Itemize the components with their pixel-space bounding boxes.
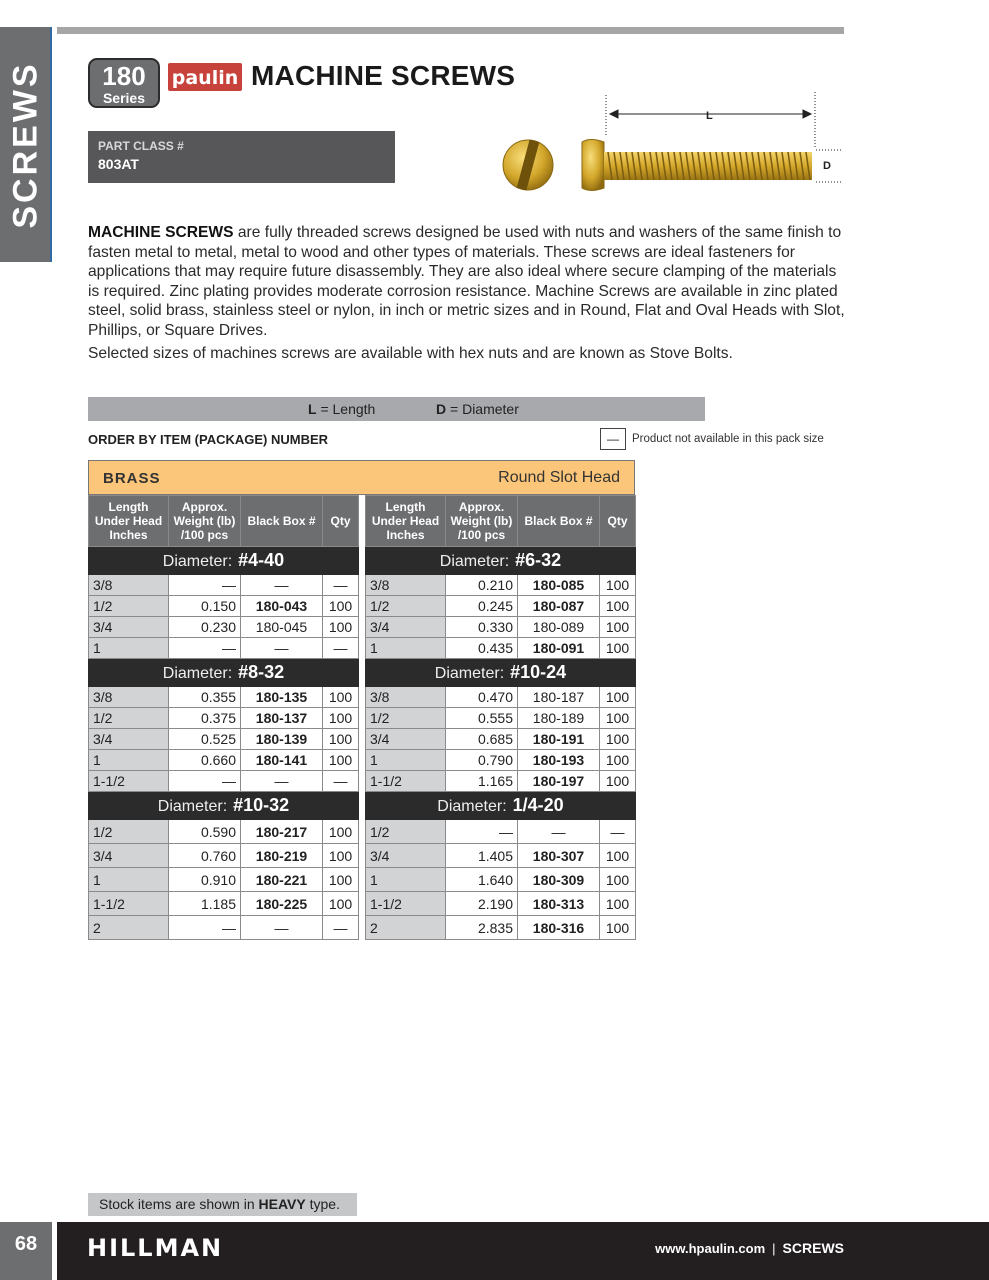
product-table-left	[88, 495, 358, 940]
legend-l-text: = Length	[316, 401, 376, 417]
length-label: L	[706, 110, 713, 122]
part-number-cell: —	[241, 916, 323, 940]
length-cell: 1-1/2	[366, 892, 446, 916]
length-cell: 1/2	[366, 596, 446, 617]
length-cell: 1-1/2	[366, 771, 446, 792]
length-cell: 1	[89, 638, 169, 659]
length-cell: 3/4	[366, 729, 446, 750]
diameter-heading	[366, 547, 636, 575]
length-cell: 3/4	[89, 617, 169, 638]
qty-cell: 100	[323, 892, 359, 916]
table-row	[366, 771, 636, 792]
col-part-header: Black Box #	[241, 496, 323, 547]
part-number-cell: 180-191	[518, 729, 600, 750]
length-cell: 3/4	[366, 844, 446, 868]
part-number-cell: 180-187	[518, 687, 600, 708]
part-number-cell: 180-091	[518, 638, 600, 659]
table-row	[89, 820, 359, 844]
table-row	[366, 916, 636, 940]
diameter-label: D	[823, 160, 831, 172]
length-cell: 1/2	[89, 596, 169, 617]
diameter-row	[366, 547, 636, 575]
part-number-cell: 180-219	[241, 844, 323, 868]
length-cell: 3/4	[366, 617, 446, 638]
legend-d-text: = Diameter	[446, 401, 519, 417]
qty-cell: —	[323, 771, 359, 792]
weight-cell: 1.165	[446, 771, 518, 792]
table-row	[366, 708, 636, 729]
table-row	[366, 617, 636, 638]
page-number: 68	[0, 1222, 52, 1280]
qty-cell: 100	[600, 750, 636, 771]
page-title: MACHINE SCREWS	[251, 60, 516, 91]
part-class-value: 803AT	[98, 156, 139, 172]
length-cell: 3/8	[366, 575, 446, 596]
weight-cell: 0.375	[169, 708, 241, 729]
diameter-group-6-32	[366, 547, 636, 659]
footer-separator: |	[772, 1241, 776, 1256]
weight-cell: 0.555	[446, 708, 518, 729]
table-head-style: Round Slot Head	[498, 469, 620, 486]
footer-section: SCREWS	[782, 1240, 844, 1256]
qty-cell: 100	[323, 596, 359, 617]
diameter-heading	[366, 792, 636, 820]
not-available-symbol: —	[600, 428, 626, 450]
weight-cell: —	[446, 820, 518, 844]
table-row	[366, 575, 636, 596]
part-number-cell: 180-313	[518, 892, 600, 916]
table-row	[366, 868, 636, 892]
table-row	[366, 687, 636, 708]
part-number-cell: 180-307	[518, 844, 600, 868]
part-number-cell: 180-316	[518, 916, 600, 940]
part-number-cell: 180-043	[241, 596, 323, 617]
qty-cell: 100	[600, 868, 636, 892]
table-row	[89, 729, 359, 750]
qty-cell: 100	[323, 687, 359, 708]
part-number-cell: —	[241, 575, 323, 596]
qty-cell: 100	[600, 844, 636, 868]
qty-cell: 100	[600, 575, 636, 596]
length-cell: 3/8	[89, 575, 169, 596]
table-row	[89, 844, 359, 868]
length-cell: 1	[89, 750, 169, 771]
diameter-label: Diameter:	[439, 553, 510, 570]
table-row	[89, 892, 359, 916]
diameter-row	[89, 659, 359, 687]
length-cell: 1	[366, 868, 446, 892]
weight-cell: 0.245	[446, 596, 518, 617]
weight-cell: 0.230	[169, 617, 241, 638]
stock-note-pre: Stock items are shown in	[99, 1196, 259, 1212]
dimension-legend	[88, 397, 705, 421]
part-class-label: PART CLASS #	[98, 139, 184, 153]
length-cell: 1	[89, 868, 169, 892]
qty-cell: —	[323, 575, 359, 596]
qty-cell: 100	[323, 868, 359, 892]
diameter-heading	[89, 547, 359, 575]
part-number-cell: 180-217	[241, 820, 323, 844]
order-by-label: ORDER BY ITEM (PACKAGE) NUMBER	[88, 432, 329, 447]
diameter-heading	[366, 659, 636, 687]
qty-cell: 100	[600, 638, 636, 659]
part-number-cell: —	[518, 820, 600, 844]
diameter-heading	[89, 659, 359, 687]
diameter-group-1-4-20	[366, 792, 636, 940]
qty-cell: 100	[600, 892, 636, 916]
weight-cell: 0.435	[446, 638, 518, 659]
diameter-label: Diameter:	[437, 798, 507, 815]
qty-cell: 100	[323, 820, 359, 844]
table-row	[366, 892, 636, 916]
length-cell: 1/2	[89, 820, 169, 844]
table-row	[89, 771, 359, 792]
weight-cell: 2.190	[446, 892, 518, 916]
diameter-value: #10-24	[510, 662, 567, 682]
length-cell: 1	[366, 638, 446, 659]
weight-cell: 1.185	[169, 892, 241, 916]
length-cell: 1/2	[89, 708, 169, 729]
part-number-cell: 180-225	[241, 892, 323, 916]
description-body: are fully threaded screws designed be used with nuts and washers of the same finish to fasten metal to metal, metal to wood and other types of materials. These screws are ideal fasteners for applications that may require future disassembly. They are also ideal where secure clamping of the materials is required. Zinc plating provides moderate corrosion resistance. Machine Screws are available in zinc plated steel, solid brass, stainless steel or nylon, in inch or metric sizes and in Round, Flat and Oval Heads with Slot, Phillips, or Square Drives.	[88, 224, 845, 339]
col-qty-header: Qty	[323, 496, 359, 547]
length-cell: 1/2	[366, 708, 446, 729]
weight-cell: 0.685	[446, 729, 518, 750]
col-weight-header: Approx. Weight (lb) /100 pcs	[169, 496, 241, 547]
qty-cell: —	[323, 638, 359, 659]
description-lead: MACHINE SCREWS	[88, 224, 234, 241]
weight-cell: 0.590	[169, 820, 241, 844]
series-number: 180	[102, 61, 146, 91]
diameter-group-8-32	[89, 659, 359, 792]
table-row	[89, 687, 359, 708]
series-badge	[88, 58, 160, 108]
part-number-cell: 180-137	[241, 708, 323, 729]
diameter-label: Diameter:	[157, 798, 228, 815]
diameter-row	[89, 547, 359, 575]
diameter-value: #10-32	[233, 795, 290, 815]
diameter-value: 1/4-20	[512, 795, 564, 815]
length-cell: 1	[366, 750, 446, 771]
stock-note	[88, 1193, 357, 1216]
diameter-value: #8-32	[238, 662, 285, 682]
length-cell: 3/4	[89, 729, 169, 750]
table-material: BRASS	[103, 470, 161, 487]
table-row	[366, 750, 636, 771]
table-row	[89, 596, 359, 617]
legend-l-key: L	[308, 401, 317, 417]
svg-text:paulin: paulin	[171, 67, 239, 89]
screw-diagram	[500, 90, 850, 200]
diameter-value: #4-40	[238, 550, 285, 570]
col-weight-header: Approx. Weight (lb) /100 pcs	[446, 496, 518, 547]
part-number-cell: 180-089	[518, 617, 600, 638]
length-cell: 2	[366, 916, 446, 940]
section-side-tab	[0, 27, 52, 262]
part-number-cell: 180-087	[518, 596, 600, 617]
qty-cell: 100	[323, 729, 359, 750]
length-cell: 1/2	[366, 820, 446, 844]
screw-side-view	[582, 140, 812, 191]
qty-cell: —	[323, 916, 359, 940]
qty-cell: —	[600, 820, 636, 844]
table-row	[89, 575, 359, 596]
weight-cell: 0.910	[169, 868, 241, 892]
screw-head-end-view	[503, 140, 553, 191]
diameter-group-4-40	[89, 547, 359, 659]
qty-cell: 100	[600, 687, 636, 708]
length-cell: 1-1/2	[89, 771, 169, 792]
qty-cell: 100	[600, 729, 636, 750]
weight-cell: 0.790	[446, 750, 518, 771]
table-row	[366, 820, 636, 844]
hillman-logo: HILLMAN	[87, 1234, 224, 1262]
qty-cell: 100	[600, 916, 636, 940]
part-number-cell: 180-193	[518, 750, 600, 771]
table-row	[366, 729, 636, 750]
qty-cell: 100	[323, 617, 359, 638]
diameter-label: Diameter:	[434, 665, 505, 682]
col-length-header: Length Under Head Inches	[89, 496, 169, 547]
weight-cell: 0.355	[169, 687, 241, 708]
table-row	[366, 596, 636, 617]
qty-cell: 100	[323, 750, 359, 771]
weight-cell: —	[169, 916, 241, 940]
diameter-label: Diameter:	[162, 553, 233, 570]
part-number-cell: 180-189	[518, 708, 600, 729]
weight-cell: 2.835	[446, 916, 518, 940]
table-column-headers	[89, 496, 359, 547]
weight-cell: 0.660	[169, 750, 241, 771]
stock-note-bold: HEAVY	[258, 1196, 306, 1212]
weight-cell: —	[169, 638, 241, 659]
part-number-cell: 180-139	[241, 729, 323, 750]
length-cell: 2	[89, 916, 169, 940]
diameter-value: #6-32	[515, 550, 562, 570]
part-class-box	[88, 131, 395, 183]
diameter-row	[89, 792, 359, 820]
table-column-headers	[366, 496, 636, 547]
diameter-row	[366, 792, 636, 820]
table-row	[89, 916, 359, 940]
diameter-row	[366, 659, 636, 687]
diameter-label: Diameter:	[162, 665, 233, 682]
table-row	[89, 708, 359, 729]
part-number-cell: 180-197	[518, 771, 600, 792]
weight-cell: 0.210	[446, 575, 518, 596]
product-description	[88, 223, 845, 364]
qty-cell: 100	[600, 596, 636, 617]
length-cell: 3/8	[89, 687, 169, 708]
table-row	[89, 617, 359, 638]
col-qty-header: Qty	[600, 496, 636, 547]
part-number-cell: —	[241, 638, 323, 659]
qty-cell: 100	[600, 771, 636, 792]
part-number-cell: 180-135	[241, 687, 323, 708]
length-cell: 3/8	[366, 687, 446, 708]
qty-cell: 100	[600, 708, 636, 729]
diameter-heading	[89, 792, 359, 820]
top-rule	[57, 27, 844, 34]
table-row	[89, 868, 359, 892]
weight-cell: 0.150	[169, 596, 241, 617]
weight-cell: 1.405	[446, 844, 518, 868]
part-number-cell: 180-141	[241, 750, 323, 771]
paulin-logo	[168, 62, 242, 92]
weight-cell: 0.760	[169, 844, 241, 868]
length-cell: 1-1/2	[89, 892, 169, 916]
side-tab-label: SCREWS	[6, 61, 45, 229]
product-table-right	[365, 495, 635, 940]
weight-cell: —	[169, 575, 241, 596]
weight-cell: 0.470	[446, 687, 518, 708]
table-header-bar	[88, 460, 635, 495]
weight-cell: —	[169, 771, 241, 792]
part-number-cell: —	[241, 771, 323, 792]
footer-bar	[57, 1222, 989, 1280]
footer-url[interactable]: www.hpaulin.com	[655, 1241, 766, 1256]
table-row	[89, 638, 359, 659]
col-part-header: Black Box #	[518, 496, 600, 547]
stock-note-post: type.	[305, 1196, 340, 1212]
qty-cell: 100	[323, 708, 359, 729]
weight-cell: 0.330	[446, 617, 518, 638]
part-number-cell: 180-221	[241, 868, 323, 892]
diameter-group-10-32	[89, 792, 359, 940]
not-available-text: Product not available in this pack size	[632, 433, 824, 445]
weight-cell: 1.640	[446, 868, 518, 892]
footer-links	[655, 1240, 844, 1256]
qty-cell: 100	[323, 844, 359, 868]
description-stove-bolts: Selected sizes of machines screws are available with hex nuts and are known as Stove Bolts.	[88, 345, 733, 362]
part-number-cell: 180-309	[518, 868, 600, 892]
diameter-group-10-24	[366, 659, 636, 792]
length-cell: 3/4	[89, 844, 169, 868]
table-row	[366, 844, 636, 868]
col-length-header: Length Under Head Inches	[366, 496, 446, 547]
part-number-cell: 180-085	[518, 575, 600, 596]
table-row	[89, 750, 359, 771]
series-label: Series	[102, 90, 146, 106]
qty-cell: 100	[600, 617, 636, 638]
part-number-cell: 180-045	[241, 617, 323, 638]
weight-cell: 0.525	[169, 729, 241, 750]
table-row	[366, 638, 636, 659]
legend-d-key: D	[436, 401, 447, 417]
